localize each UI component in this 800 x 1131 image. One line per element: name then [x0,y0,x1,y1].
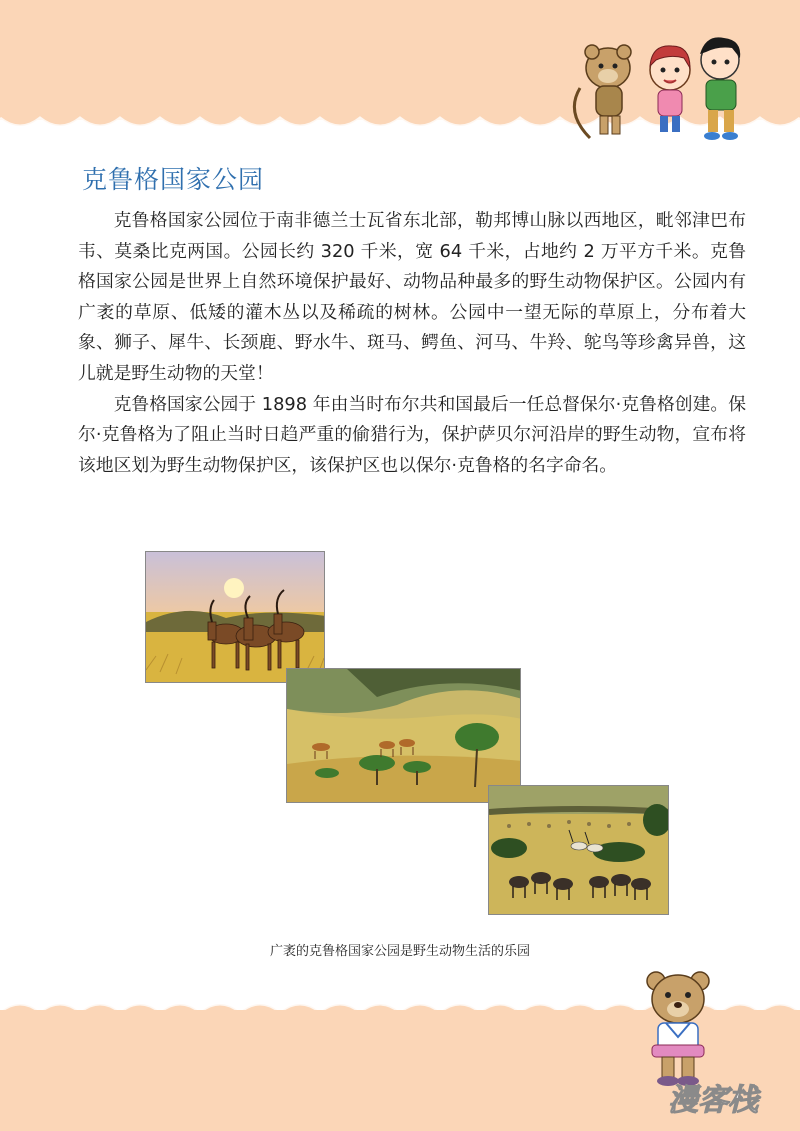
article-body [78,206,746,481]
page-title: 克鲁格国家公园 [82,165,265,194]
watermark-text: 漫客栈 [668,1083,758,1118]
photo-savanna-gazelles [286,668,521,803]
article-paragraph: 克鲁格国家公园位于南非德兰士瓦省东北部，勒邦博山脉以西地区，毗邻津巴布韦、莫桑比克两国。公园长约 320 千米，宽 64 千米，占地约 2 万平方千米。克鲁格国家公园是世界上自然环境保护最好、动物品种最多的野生动物保护区。公园内有广袤的草原、低矮的灌木丛以及稀疏的树林。公园中一望无际的草原上，分布着大象、狮子、犀牛、长颈鹿、野水牛、斑马、鳄鱼、河马、牛羚、鸵鸟等珍禽异兽，这儿就是野生动物的天堂！ [78,210,746,384]
watermark-logo [662,1070,792,1125]
photo-antelopes-sunset [145,551,325,683]
cartoon-kids-mascot-icon [560,28,760,146]
article-paragraph: 克鲁格国家公园于 1898 年由当时布尔共和国最后一任总督保尔·克鲁格创建。保尔·克鲁格为了阻止当时日趋严重的偷猎行为，保护萨贝尔河沿岸的野生动物，宣布将该地区划为野生动物保护区，该保护区也以保尔·克鲁格的名字命名。 [78,393,746,476]
photo-wildebeest-herd [488,785,669,915]
figure-caption: 广袤的克鲁格国家公园是野生动物生活的乐园 [269,944,530,959]
